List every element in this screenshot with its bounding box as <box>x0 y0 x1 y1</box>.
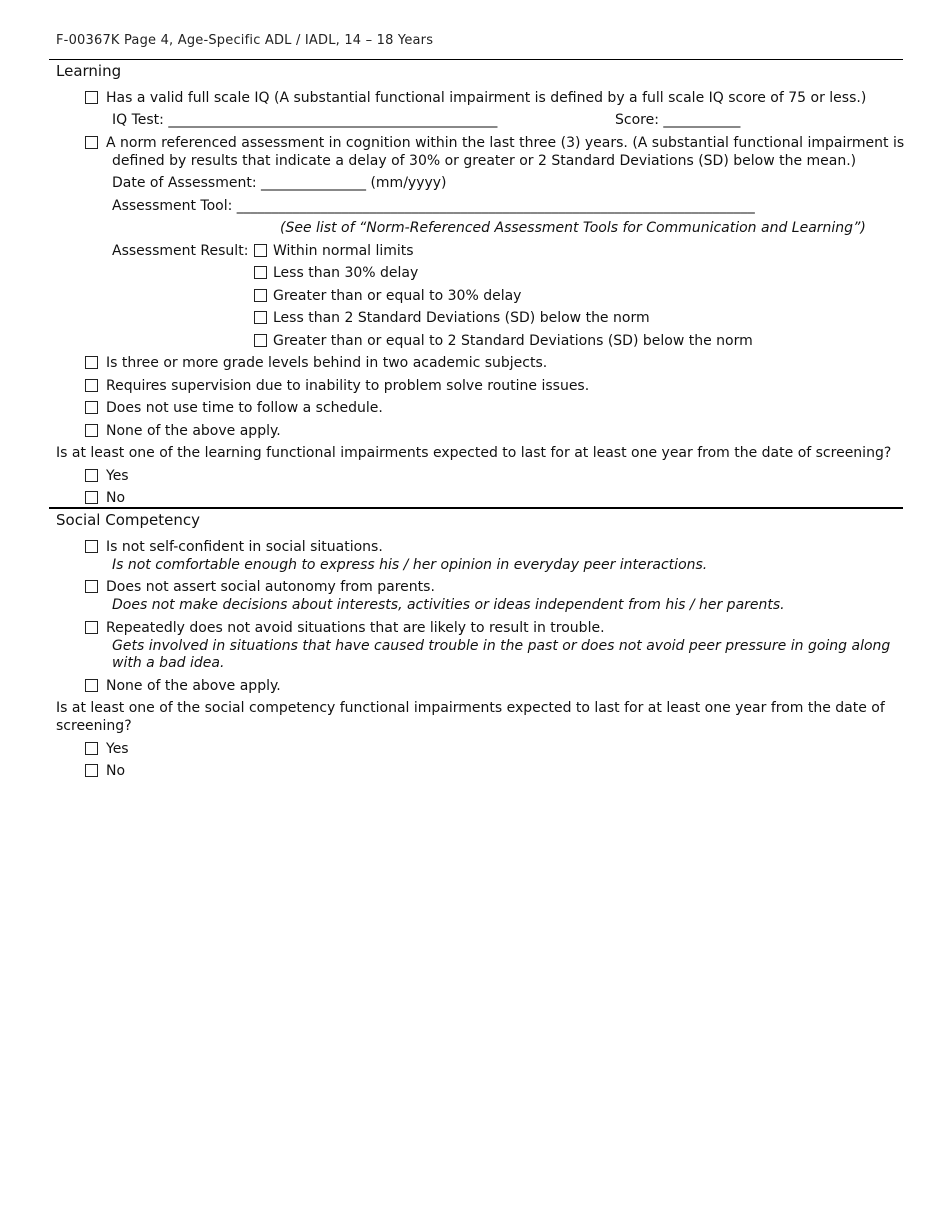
learning-no-label: No <box>106 490 126 506</box>
social-section-title: Social Competency <box>56 511 200 529</box>
social-item-note: with a bad idea. <box>112 655 225 671</box>
result-gte-30-checkbox[interactable] <box>254 289 267 302</box>
assessment-date-field[interactable]: Date of Assessment: _______________ (mm/yyyy) <box>112 175 447 191</box>
social-none-checkbox[interactable] <box>85 679 98 692</box>
result-gte-2sd-checkbox[interactable] <box>254 334 267 347</box>
iq-score-field[interactable]: Score: ___________ <box>615 112 741 128</box>
result-less-2sd-checkbox[interactable] <box>254 311 267 324</box>
social-autonomy-checkbox[interactable] <box>85 580 98 593</box>
assessment-tool-field[interactable]: Assessment Tool: __________________________________________________________________________ <box>112 198 755 214</box>
result-option-label: Less than 30% delay <box>273 265 419 281</box>
iq-checkbox[interactable] <box>85 91 98 104</box>
iq-label: Has a valid full scale IQ (A substantial functional impairment is defined by a full scale IQ score of 75 or less.) <box>106 90 867 106</box>
social-duration-question-line2: screening? <box>56 718 132 734</box>
social-item-label: Does not assert social autonomy from parents. <box>106 579 435 595</box>
result-less-30-checkbox[interactable] <box>254 266 267 279</box>
avoid-trouble-checkbox[interactable] <box>85 621 98 634</box>
grade-levels-checkbox[interactable] <box>85 356 98 369</box>
social-item-label: Repeatedly does not avoid situations that are likely to result in trouble. <box>106 620 605 636</box>
norm-assessment-label-line2: defined by results that indicate a delay of 30% or greater or 2 Standard Deviations (SD) below the mean.) <box>112 153 857 169</box>
header-divider <box>49 59 903 60</box>
iq-test-field[interactable]: IQ Test: _______________________________________________ <box>112 112 498 128</box>
social-yes-checkbox[interactable] <box>85 742 98 755</box>
self-confident-checkbox[interactable] <box>85 540 98 553</box>
result-option-label: Within normal limits <box>273 243 414 259</box>
result-option-label: Greater than or equal to 2 Standard Deviations (SD) below the norm <box>273 333 753 349</box>
social-yes-label: Yes <box>106 741 129 757</box>
social-item-label: Is not self-confident in social situations. <box>106 539 383 555</box>
learning-section-title: Learning <box>56 62 122 80</box>
learning-yes-label: Yes <box>106 468 129 484</box>
social-none-label: None of the above apply. <box>106 678 281 694</box>
social-item-note: Gets involved in situations that have caused trouble in the past or does not avoid peer pressure in going along <box>112 638 891 654</box>
learning-no-checkbox[interactable] <box>85 491 98 504</box>
norm-assessment-label-line1: A norm referenced assessment in cognition within the last three (3) years. (A substantial functional impairment is <box>106 135 905 151</box>
learning-none-checkbox[interactable] <box>85 424 98 437</box>
social-item-note: Is not comfortable enough to express his / her opinion in everyday peer interactions. <box>112 557 708 573</box>
norm-assessment-checkbox[interactable] <box>85 136 98 149</box>
assessment-result-label: Assessment Result: <box>112 243 249 259</box>
learning-item-label: Is three or more grade levels behind in two academic subjects. <box>106 355 548 371</box>
schedule-checkbox[interactable] <box>85 401 98 414</box>
learning-duration-question: Is at least one of the learning functional impairments expected to last for at least one year from the date of screening? <box>56 445 892 461</box>
learning-item-label: Requires supervision due to inability to problem solve routine issues. <box>106 378 590 394</box>
learning-item-label: Does not use time to follow a schedule. <box>106 400 383 416</box>
result-normal-checkbox[interactable] <box>254 244 267 257</box>
learning-yes-checkbox[interactable] <box>85 469 98 482</box>
section-divider <box>49 507 903 509</box>
learning-item-label: None of the above apply. <box>106 423 281 439</box>
social-no-checkbox[interactable] <box>85 764 98 777</box>
supervision-checkbox[interactable] <box>85 379 98 392</box>
result-option-label: Less than 2 Standard Deviations (SD) below the norm <box>273 310 650 326</box>
assessment-tool-note: (See list of “Norm-Referenced Assessment Tools for Communication and Learning”) <box>280 220 866 236</box>
social-item-note: Does not make decisions about interests, activities or ideas independent from his / her parents. <box>112 597 785 613</box>
form-header: F-00367K Page 4, Age-Specific ADL / IADL, 14 – 18 Years <box>56 33 434 48</box>
result-option-label: Greater than or equal to 30% delay <box>273 288 522 304</box>
social-duration-question-line1: Is at least one of the social competency functional impairments expected to last for at least one year from the date of <box>56 700 885 716</box>
social-no-label: No <box>106 763 126 779</box>
